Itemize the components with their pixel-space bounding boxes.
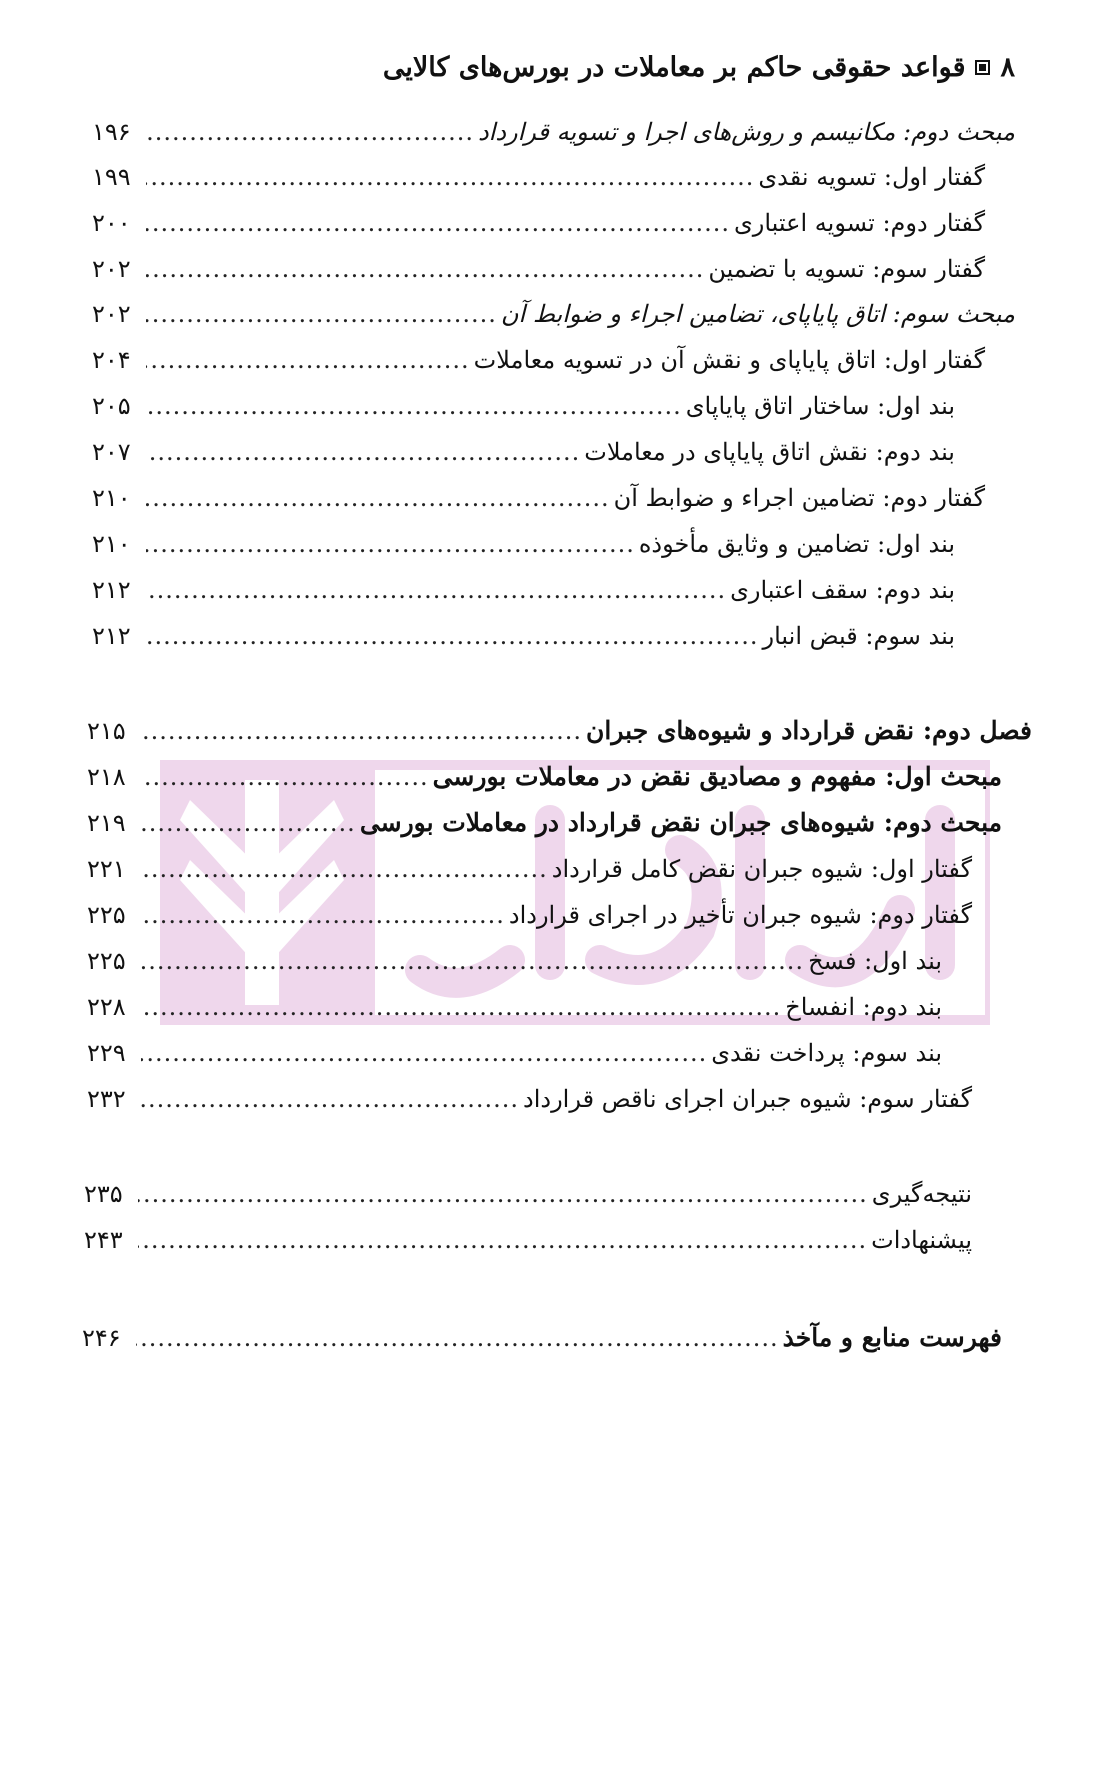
toc-entry-title: گفتار دوم: تسویه اعتباری	[733, 209, 985, 237]
toc-entry-page: ۱۹۹	[92, 163, 131, 191]
toc-entry-page: ۲۱۲	[92, 622, 131, 650]
dot-leader	[141, 993, 781, 1021]
toc-entry	[0, 993, 1110, 1039]
toc-entry	[0, 576, 1110, 622]
dot-leader	[146, 438, 580, 466]
toc-entry-page: ۲۰۲	[92, 300, 131, 328]
toc-entry-page: ۲۰۷	[92, 438, 131, 466]
dot-leader	[141, 855, 548, 883]
toc-entry-title: مبحث دوم: مکانیسم و روش‌های اجرا و تسویه قرارداد	[477, 118, 1015, 146]
dot-leader	[141, 1039, 707, 1067]
toc-entry-title: مبحث اول: مفهوم و مصادیق نقض در معاملات بورسی	[432, 762, 1002, 791]
toc-entry-title: فصل دوم: نقض قرارداد و شیوه‌های جبران	[586, 716, 1032, 745]
toc-entry-page: ۲۱۸	[87, 763, 126, 791]
toc-entry-page: ۲۴۶	[82, 1324, 121, 1352]
toc-entry-title: بند اول: فسخ	[808, 947, 942, 975]
toc-entry	[0, 1226, 1110, 1272]
toc-entry	[0, 530, 1110, 576]
toc-entry-title: مبحث سوم: اتاق پایاپای، تضامین اجراء و ضوابط آن	[500, 300, 1015, 328]
toc-entry-page: ۲۱۰	[92, 530, 131, 558]
toc-entry-title: بند اول: تضامین و وثایق مأخوذه	[638, 530, 955, 558]
toc-entry	[0, 622, 1110, 668]
dot-leader	[141, 763, 429, 791]
toc-entry-title: بند دوم: نقش اتاق پایاپای در معاملات	[584, 438, 955, 466]
toc-entry	[0, 346, 1110, 392]
toc-entry-page: ۲۰۲	[92, 255, 131, 283]
toc-entry-title: بند سوم: پرداخت نقدی	[711, 1039, 942, 1067]
toc-entry-page: ۲۰۰	[92, 209, 131, 237]
header-title: قواعد حقوقی حاکم بر معاملات در بورس‌های کالایی	[382, 52, 966, 83]
toc-entry-page: ۲۱۵	[87, 717, 126, 745]
dot-leader	[146, 622, 759, 650]
toc-entry-title: گفتار دوم: تضامین اجراء و ضوابط آن	[613, 484, 985, 512]
toc-entry	[0, 1323, 1110, 1369]
toc-entry-title: گفتار اول: شیوه جبران نقض کامل قرارداد	[551, 855, 972, 883]
toc-entry	[0, 255, 1110, 301]
dot-leader	[146, 576, 726, 604]
toc-entry	[0, 1085, 1110, 1131]
dot-leader	[138, 1226, 867, 1254]
toc-entry	[0, 716, 1110, 762]
toc-entry	[0, 1039, 1110, 1085]
toc-entry-title: گفتار اول: تسویه نقدی	[758, 163, 985, 191]
dot-leader	[141, 947, 804, 975]
toc-entry-page: ۲۱۲	[92, 576, 131, 604]
toc-entry-title: پیشنهادات	[871, 1226, 972, 1254]
toc-entry-page: ۲۲۵	[87, 947, 126, 975]
toc-entry-page: ۲۲۵	[87, 901, 126, 929]
toc-entry-title: گفتار سوم: تسویه با تضمین	[708, 255, 985, 283]
dot-leader	[146, 255, 704, 283]
dot-leader	[141, 809, 356, 837]
dot-leader	[141, 1085, 519, 1113]
dot-leader	[146, 300, 497, 328]
toc-entry-title: بند دوم: سقف اعتباری	[730, 576, 955, 604]
toc-entry	[0, 1180, 1110, 1226]
toc-entry-title: گفتار اول: اتاق پایاپای و نقش آن در تسویه معاملات	[473, 346, 985, 374]
dot-leader	[146, 484, 610, 512]
toc-entry-page: ۲۴۳	[84, 1226, 123, 1254]
toc-entry-page: ۲۲۹	[87, 1039, 126, 1067]
toc-entry	[0, 947, 1110, 993]
toc-entry-title: گفتار سوم: شیوه جبران اجرای ناقص قرارداد	[523, 1085, 972, 1113]
dot-leader	[146, 209, 730, 237]
dot-leader	[146, 346, 470, 374]
header-page-number: ۸	[1000, 52, 1015, 83]
dot-leader	[146, 530, 635, 558]
toc-entry-page: ۲۳۵	[84, 1180, 123, 1208]
toc-entry-page: ۲۰۵	[92, 392, 131, 420]
toc-entry	[0, 484, 1110, 530]
toc-entry-title: بند دوم: انفساخ	[785, 993, 942, 1021]
toc-entry	[0, 392, 1110, 438]
dot-leader	[146, 392, 682, 420]
toc-entry-page: ۲۳۲	[87, 1085, 126, 1113]
dot-leader	[141, 901, 505, 929]
toc-entry-title: مبحث دوم: شیوه‌های جبران نقض قرارداد در معاملات بورسی	[359, 808, 1002, 837]
toc-entry-page: ۲۲۱	[87, 855, 126, 883]
toc-entry	[0, 901, 1110, 947]
dot-leader	[136, 1324, 779, 1352]
toc-entry	[0, 438, 1110, 484]
dot-leader	[138, 1180, 868, 1208]
toc-entry-page: ۲۱۹	[87, 809, 126, 837]
toc-entry-title: گفتار دوم: شیوه جبران تأخیر در اجرای قرارداد	[508, 901, 972, 929]
toc-entry-title: بند اول: ساختار اتاق پایاپای	[685, 392, 955, 420]
toc-entry-title: نتیجه‌گیری	[871, 1180, 972, 1208]
toc-entry	[0, 762, 1110, 808]
toc-entry	[0, 118, 1110, 164]
dot-leader	[146, 163, 754, 191]
toc-entry-title: بند سوم: قبض انبار	[762, 622, 955, 650]
toc-entry	[0, 300, 1110, 346]
toc-entry-page: ۲۲۸	[87, 993, 126, 1021]
toc-entry-page: ۱۹۶	[92, 118, 131, 146]
toc-entry	[0, 163, 1110, 209]
toc-entry-page: ۲۱۰	[92, 484, 131, 512]
toc-entry-title: فهرست منابع و مآخذ	[782, 1323, 1002, 1352]
dot-leader	[146, 118, 474, 146]
toc-entry	[0, 808, 1110, 854]
dot-leader	[141, 717, 582, 745]
toc-entry-page: ۲۰۴	[92, 346, 131, 374]
toc-entry	[0, 855, 1110, 901]
toc-entry	[0, 209, 1110, 255]
